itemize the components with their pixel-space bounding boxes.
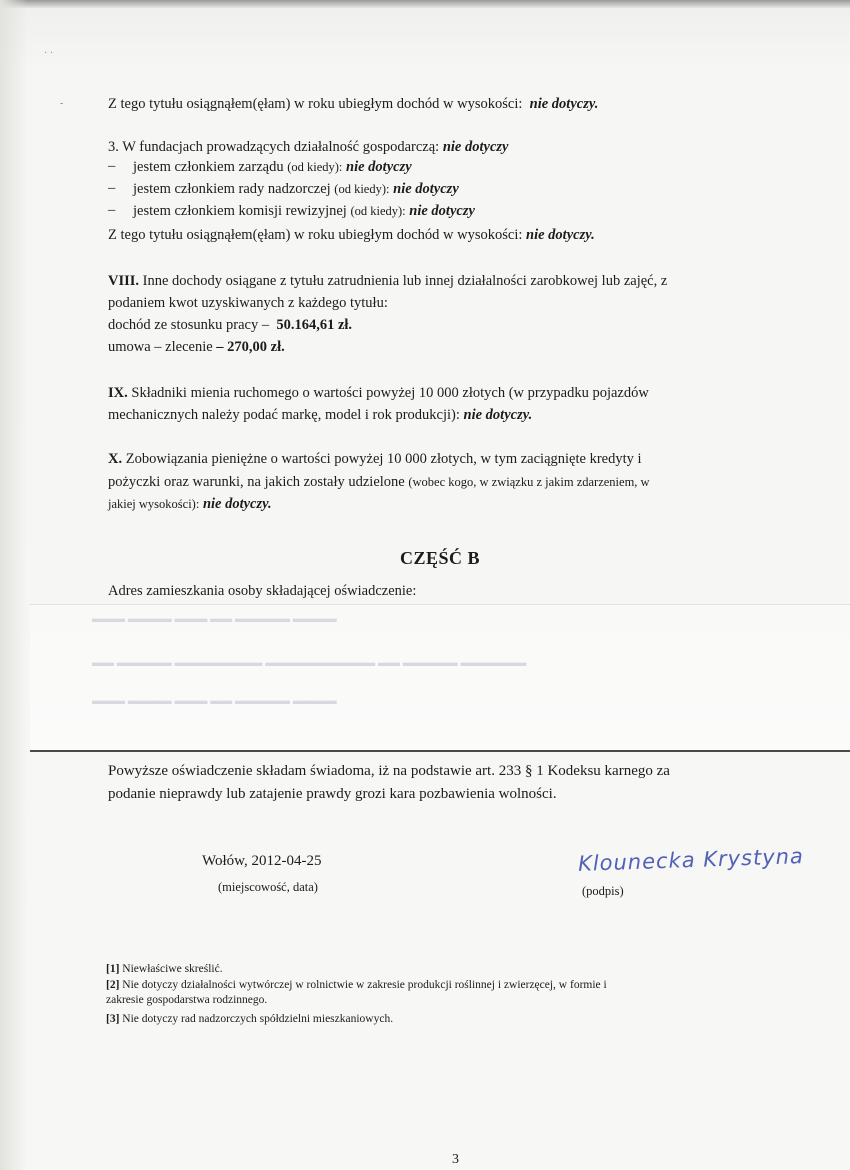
list-dash: – [108,202,116,218]
signature-caption: (podpis) [582,884,624,898]
list-dash: – [108,180,116,196]
section10-line1: X. Zobowiązania pieniężne o wartości powyżej 10 000 złotych, w tym zaciągnięte kredyty i [108,451,642,467]
section7-income-line [108,95,598,113]
section9-line1: IX. Składniki mienia ruchomego o wartości powyżej 10 000 złotych (w przypadku pojazdów [108,385,649,401]
handwritten-signature: Klounecka Krystyna [577,844,805,876]
section10-line3: jakiej wysokości): nie dotyczy. [108,496,272,512]
point3-income-line: Z tego tytułu osiągnąłem(ęłam) w roku ubiegłym dochód w wysokości: nie dotyczy. [108,227,595,243]
scan-speck: · · [44,48,54,59]
page-number: 3 [452,1152,459,1167]
point3-value: nie dotyczy [442,139,509,155]
list-item: jestem członkiem komisji rewizyjnej (od kiedy): nie dotyczy [133,203,475,219]
fold-line [30,750,850,752]
scan-top-edge [0,0,850,8]
list-item: jestem członkiem rady nadzorczej (od kiedy): nie dotyczy [133,181,459,197]
address-label: Adres zamieszkania osoby składającej oświadczenie: [108,583,417,599]
redacted-fold-area [30,604,850,751]
income-prefix: Z tego tytułu osiągnąłem(ęłam) w roku ubiegłym dochód w wysokości: [108,96,523,112]
list-item: jestem członkiem zarządu (od kiedy): nie dotyczy [133,159,412,175]
income-value: nie dotyczy. [529,96,599,112]
declaration-line2: podanie nieprawdy lub zatajenie prawdy grozi kara pozbawienia wolności. [108,786,557,802]
section8-row1: dochód ze stosunku pracy – 50.164,61 zł. [108,317,353,333]
section8-line1: VIII. Inne dochody osiągane z tytułu zatrudnienia lub innej działalności zarobkowej lub zajęć, z [108,273,668,289]
declaration-line1: Powyższe oświadczenie składam świadoma, iż na podstawie art. 233 § 1 Kodeksu karnego za [108,763,670,779]
section9-line2: mechanicznych należy podać markę, model i rok produkcji): nie dotyczy. [108,407,533,423]
footnote: [1] Niewłaściwe skreślić. [106,963,223,975]
ghost-text: ▬▬▬ ▬▬▬▬ ▬▬▬ ▬▬ ▬▬▬▬▬ ▬▬▬▬ [92,613,337,625]
ghost-text: ▬▬ ▬▬▬▬▬ ▬▬▬▬▬▬▬▬ ▬▬▬▬▬▬▬▬▬▬ ▬▬ ▬▬▬▬▬ ▬▬▬▬▬▬ [92,657,527,669]
footnote: [3] Nie dotyczy rad nadzorczych spółdzielni mieszkaniowych. [106,1013,394,1025]
point3-label: 3. W fundacjach prowadzących działalność gospodarczą: [108,139,440,155]
footnote: zakresie gospodarstwa rodzinnego. [106,994,268,1006]
section9-numeral: IX. [108,385,128,401]
place-date: Wołów, 2012-04-25 [202,853,322,869]
scan-left-edge [0,0,28,1170]
part-b-heading: CZĘŚĆ B [400,548,481,568]
section8-numeral: VIII. [108,273,140,289]
section8-row2: umowa – zlecenie – 270,00 zł. [108,339,285,355]
ghost-text: ▬▬▬ ▬▬▬▬ ▬▬▬ ▬▬ ▬▬▬▬▬ ▬▬▬▬ [92,695,337,707]
scan-speck: - [60,98,64,109]
section8-line2: podaniem kwot uzyskiwanych z każdego tytułu: [108,295,388,311]
list-dash: – [108,158,116,174]
section10-numeral: X. [108,451,123,467]
place-date-caption: (miejscowość, data) [218,880,318,894]
point3-line [108,138,508,156]
footnote: [2] Nie dotyczy działalności wytwórczej w rolnictwie w zakresie produkcji roślinnej i zwierzęcej, w formie i [106,979,607,991]
section10-line2: pożyczki oraz warunki, na jakich zostały udzielone (wobec kogo, w związku z jakim zdarzeniem, w [108,474,650,490]
